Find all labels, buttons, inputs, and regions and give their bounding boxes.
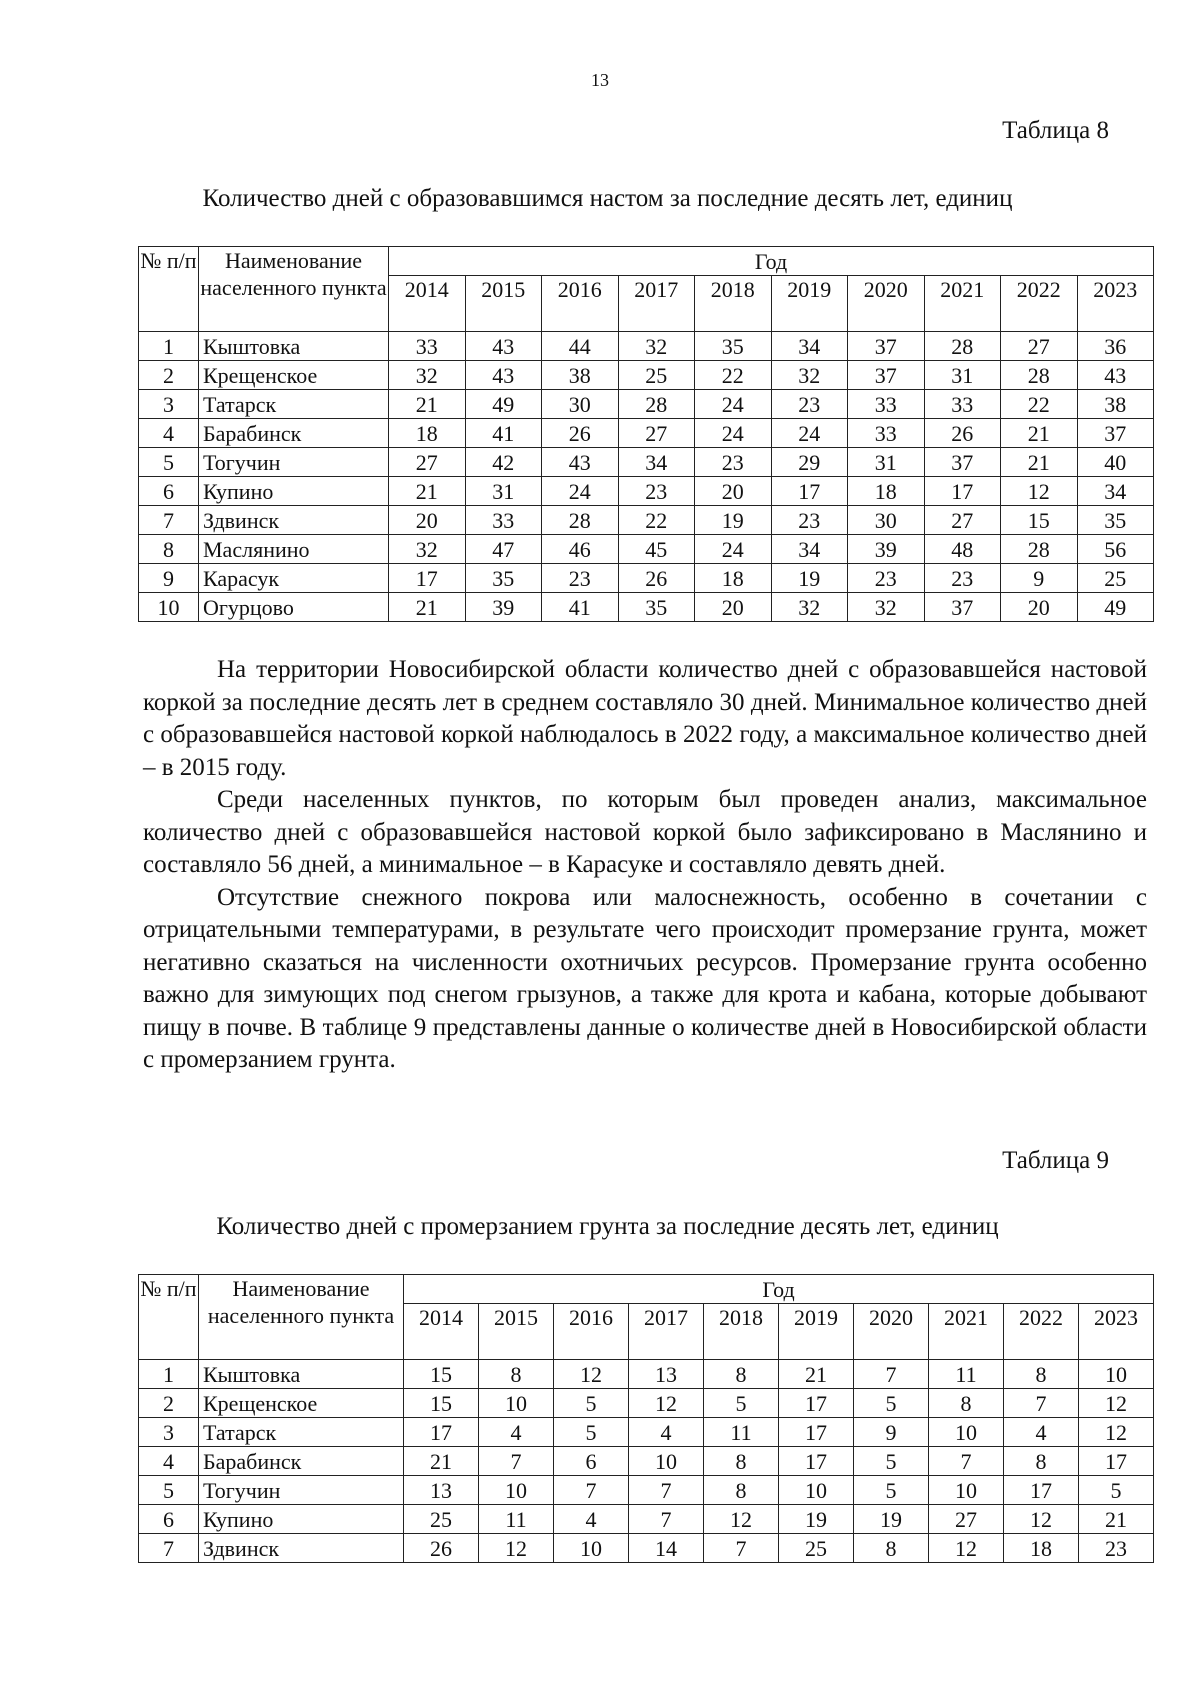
table-8-label: Таблица 8 [1002,117,1109,144]
settlement-name: Здвинск [199,1534,404,1563]
cell-value: 26 [542,419,619,448]
table-row [139,1389,1154,1418]
header-year-group: Год [389,247,1154,276]
cell-value: 18 [389,419,466,448]
header-settlement-name: Наименование населенного пункта [199,1275,404,1360]
table-row [139,1534,1154,1563]
settlement-name: Маслянино [199,535,389,564]
cell-value: 21 [389,593,466,622]
cell-value: 12 [1001,477,1078,506]
cell-value: 35 [1077,506,1154,535]
row-number: 8 [139,535,199,564]
cell-value: 49 [1077,593,1154,622]
table-row [139,419,1154,448]
cell-value: 27 [929,1505,1004,1534]
cell-value: 32 [848,593,925,622]
table-row [139,448,1154,477]
cell-value: 41 [465,419,542,448]
cell-value: 19 [854,1505,929,1534]
cell-value: 5 [854,1476,929,1505]
cell-value: 7 [1004,1389,1079,1418]
cell-value: 17 [779,1418,854,1447]
header-year: 2017 [618,276,695,332]
cell-value: 25 [779,1534,854,1563]
settlement-name: Купино [199,1505,404,1534]
cell-value: 18 [695,564,772,593]
cell-value: 31 [924,361,1001,390]
header-year: 2018 [704,1304,779,1360]
cell-value: 19 [771,564,848,593]
table-row [139,390,1154,419]
header-year: 2015 [465,276,542,332]
cell-value: 32 [771,593,848,622]
cell-value: 28 [924,332,1001,361]
cell-value: 12 [704,1505,779,1534]
header-year: 2022 [1004,1304,1079,1360]
cell-value: 7 [554,1476,629,1505]
cell-value: 5 [554,1389,629,1418]
cell-value: 44 [542,332,619,361]
settlement-name: Татарск [199,390,389,419]
table-row [139,506,1154,535]
cell-value: 20 [695,477,772,506]
header-year: 2019 [779,1304,854,1360]
table-row [139,1360,1154,1389]
cell-value: 33 [924,390,1001,419]
cell-value: 28 [1001,361,1078,390]
cell-value: 8 [479,1360,554,1389]
cell-value: 11 [479,1505,554,1534]
cell-value: 7 [479,1447,554,1476]
cell-value: 10 [929,1476,1004,1505]
cell-value: 17 [404,1418,479,1447]
body-text [143,654,1147,1077]
settlement-name: Крещенское [199,361,389,390]
cell-value: 15 [1001,506,1078,535]
cell-value: 41 [542,593,619,622]
cell-value: 7 [929,1447,1004,1476]
row-number: 5 [139,448,199,477]
cell-value: 32 [618,332,695,361]
cell-value: 5 [854,1447,929,1476]
cell-value: 21 [389,477,466,506]
cell-value: 31 [465,477,542,506]
cell-value: 18 [1004,1534,1079,1563]
cell-value: 9 [1001,564,1078,593]
cell-value: 46 [542,535,619,564]
cell-value: 12 [479,1534,554,1563]
cell-value: 32 [389,361,466,390]
cell-value: 33 [848,419,925,448]
paragraph: Отсутствие снежного покрова или малоснежность, особенно в сочетании с отрицательными температурами, в результате чего происходит промерзание грунта, может негативно сказаться на численности охотничьих ресурсов. Промерзание грунта особенно важно для зимующих под снегом грызунов, а также для крота и кабана, которые добывают пищу в почве. В таблице 9 представлены данные о количестве дней в Новосибирской области с промерзанием грунта. [143,883,1147,1073]
header-year: 2023 [1077,276,1154,332]
table-row [139,477,1154,506]
cell-value: 21 [779,1360,854,1389]
cell-value: 24 [542,477,619,506]
cell-value: 34 [771,332,848,361]
row-number: 2 [139,361,199,390]
row-number: 2 [139,1389,199,1418]
table-9 [138,1274,1154,1563]
header-year: 2021 [929,1304,1004,1360]
cell-value: 12 [629,1389,704,1418]
settlement-name: Тогучин [199,448,389,477]
cell-value: 12 [1004,1505,1079,1534]
cell-value: 27 [618,419,695,448]
cell-value: 26 [924,419,1001,448]
cell-value: 17 [924,477,1001,506]
cell-value: 5 [1079,1476,1154,1505]
header-settlement-name: Наименование населенного пункта [199,247,389,332]
paragraph: Среди населенных пунктов, по которым был проведен анализ, максимальное количество дней с образовавшейся настовой коркой было зафиксировано в Маслянино и составляло 56 дней, а минимальное – в Карасуке и составляло девять дней. [143,786,1147,878]
table-8-title: Количество дней с образовавшимся настом за последние десять лет, единиц [202,185,1013,212]
cell-value: 34 [618,448,695,477]
cell-value: 28 [542,506,619,535]
cell-value: 23 [771,506,848,535]
cell-value: 4 [554,1505,629,1534]
cell-value: 23 [771,390,848,419]
cell-value: 10 [479,1476,554,1505]
cell-value: 5 [704,1389,779,1418]
cell-value: 37 [848,361,925,390]
cell-value: 37 [924,448,1001,477]
table-9-label: Таблица 9 [1002,1147,1109,1174]
cell-value: 40 [1077,448,1154,477]
cell-value: 17 [1004,1476,1079,1505]
table-row [139,1447,1154,1476]
cell-value: 43 [1077,361,1154,390]
cell-value: 10 [929,1418,1004,1447]
cell-value: 21 [389,390,466,419]
cell-value: 9 [854,1418,929,1447]
cell-value: 23 [924,564,1001,593]
cell-value: 56 [1077,535,1154,564]
cell-value: 39 [848,535,925,564]
cell-value: 21 [404,1447,479,1476]
row-number: 7 [139,506,199,535]
cell-value: 5 [854,1389,929,1418]
cell-value: 34 [771,535,848,564]
row-number: 5 [139,1476,199,1505]
header-number: № п/п [139,247,199,332]
cell-value: 35 [695,332,772,361]
cell-value: 24 [695,390,772,419]
cell-value: 36 [1077,332,1154,361]
cell-value: 10 [479,1389,554,1418]
header-year: 2016 [542,276,619,332]
cell-value: 10 [779,1476,854,1505]
cell-value: 35 [618,593,695,622]
cell-value: 12 [1079,1389,1154,1418]
row-number: 7 [139,1534,199,1563]
cell-value: 21 [1001,419,1078,448]
cell-value: 33 [848,390,925,419]
header-year: 2014 [389,276,466,332]
cell-value: 43 [465,332,542,361]
cell-value: 18 [848,477,925,506]
cell-value: 33 [389,332,466,361]
settlement-name: Крещенское [199,1389,404,1418]
table-8 [138,246,1154,622]
cell-value: 28 [618,390,695,419]
table-row [139,1476,1154,1505]
cell-value: 11 [929,1360,1004,1389]
row-number: 9 [139,564,199,593]
cell-value: 10 [629,1447,704,1476]
cell-value: 43 [542,448,619,477]
cell-value: 20 [695,593,772,622]
cell-value: 26 [404,1534,479,1563]
cell-value: 33 [465,506,542,535]
cell-value: 12 [554,1360,629,1389]
table-row [139,332,1154,361]
header-year: 2023 [1079,1304,1154,1360]
cell-value: 37 [1077,419,1154,448]
cell-value: 5 [554,1418,629,1447]
settlement-name: Татарск [199,1418,404,1447]
cell-value: 14 [629,1534,704,1563]
cell-value: 17 [779,1447,854,1476]
settlement-name: Огурцово [199,593,389,622]
cell-value: 27 [924,506,1001,535]
cell-value: 10 [554,1534,629,1563]
cell-value: 25 [404,1505,479,1534]
settlement-name: Тогучин [199,1476,404,1505]
cell-value: 32 [771,361,848,390]
cell-value: 22 [1001,390,1078,419]
cell-value: 4 [1004,1418,1079,1447]
cell-value: 34 [1077,477,1154,506]
settlement-name: Купино [199,477,389,506]
cell-value: 23 [848,564,925,593]
cell-value: 23 [1079,1534,1154,1563]
header-year: 2020 [854,1304,929,1360]
cell-value: 10 [1079,1360,1154,1389]
cell-value: 37 [848,332,925,361]
header-year-group: Год [404,1275,1154,1304]
cell-value: 15 [404,1360,479,1389]
header-number: № п/п [139,1275,199,1360]
cell-value: 24 [695,535,772,564]
cell-value: 21 [1079,1505,1154,1534]
header-year: 2014 [404,1304,479,1360]
page-number: 13 [591,70,609,90]
cell-value: 28 [1001,535,1078,564]
cell-value: 12 [929,1534,1004,1563]
settlement-name: Кыштовка [199,332,389,361]
cell-value: 17 [771,477,848,506]
cell-value: 20 [389,506,466,535]
table-9-title: Количество дней с промерзанием грунта за последние десять лет, единиц [216,1213,999,1240]
cell-value: 12 [1079,1418,1154,1447]
cell-value: 19 [695,506,772,535]
row-number: 3 [139,390,199,419]
row-number: 1 [139,332,199,361]
cell-value: 11 [704,1418,779,1447]
cell-value: 23 [542,564,619,593]
cell-value: 8 [1004,1447,1079,1476]
cell-value: 39 [465,593,542,622]
header-year: 2017 [629,1304,704,1360]
cell-value: 38 [1077,390,1154,419]
cell-value: 15 [404,1389,479,1418]
cell-value: 47 [465,535,542,564]
cell-value: 8 [929,1389,1004,1418]
header-year: 2018 [695,276,772,332]
cell-value: 27 [389,448,466,477]
cell-value: 38 [542,361,619,390]
cell-value: 25 [1077,564,1154,593]
cell-value: 13 [404,1476,479,1505]
table-row [139,535,1154,564]
header-year: 2015 [479,1304,554,1360]
cell-value: 32 [389,535,466,564]
settlement-name: Карасук [199,564,389,593]
cell-value: 45 [618,535,695,564]
cell-value: 6 [554,1447,629,1476]
header-year: 2020 [848,276,925,332]
cell-value: 7 [854,1360,929,1389]
table-row [139,1505,1154,1534]
cell-value: 7 [704,1534,779,1563]
table-row [139,1418,1154,1447]
cell-value: 22 [618,506,695,535]
cell-value: 25 [618,361,695,390]
cell-value: 7 [629,1476,704,1505]
cell-value: 17 [779,1389,854,1418]
cell-value: 26 [618,564,695,593]
cell-value: 49 [465,390,542,419]
cell-value: 13 [629,1360,704,1389]
cell-value: 43 [465,361,542,390]
header-year: 2022 [1001,276,1078,332]
cell-value: 30 [542,390,619,419]
cell-value: 22 [695,361,772,390]
cell-value: 8 [704,1360,779,1389]
settlement-name: Барабинск [199,1447,404,1476]
cell-value: 30 [848,506,925,535]
cell-value: 8 [704,1447,779,1476]
header-year: 2021 [924,276,1001,332]
cell-value: 8 [854,1534,929,1563]
row-number: 1 [139,1360,199,1389]
cell-value: 42 [465,448,542,477]
cell-value: 4 [629,1418,704,1447]
header-year: 2016 [554,1304,629,1360]
table-row [139,361,1154,390]
cell-value: 29 [771,448,848,477]
settlement-name: Здвинск [199,506,389,535]
cell-value: 31 [848,448,925,477]
cell-value: 48 [924,535,1001,564]
cell-value: 8 [704,1476,779,1505]
settlement-name: Барабинск [199,419,389,448]
cell-value: 20 [1001,593,1078,622]
cell-value: 21 [1001,448,1078,477]
table-row [139,593,1154,622]
paragraph: На территории Новосибирской области количество дней с образовавшейся настовой коркой за последние десять лет в среднем составляло 30 дней. Минимальное количество дней с образовавшейся настовой коркой наблюдалось в 2022 году, а максимальное количество дней – в 2015 году. [143,656,1147,781]
row-number: 10 [139,593,199,622]
cell-value: 27 [1001,332,1078,361]
row-number: 3 [139,1418,199,1447]
cell-value: 7 [629,1505,704,1534]
cell-value: 8 [1004,1360,1079,1389]
row-number: 4 [139,1447,199,1476]
cell-value: 23 [618,477,695,506]
row-number: 6 [139,1505,199,1534]
cell-value: 17 [389,564,466,593]
cell-value: 17 [1079,1447,1154,1476]
cell-value: 37 [924,593,1001,622]
cell-value: 4 [479,1418,554,1447]
row-number: 4 [139,419,199,448]
header-year: 2019 [771,276,848,332]
table-row [139,564,1154,593]
row-number: 6 [139,477,199,506]
cell-value: 24 [771,419,848,448]
cell-value: 24 [695,419,772,448]
cell-value: 35 [465,564,542,593]
cell-value: 23 [695,448,772,477]
settlement-name: Кыштовка [199,1360,404,1389]
cell-value: 19 [779,1505,854,1534]
